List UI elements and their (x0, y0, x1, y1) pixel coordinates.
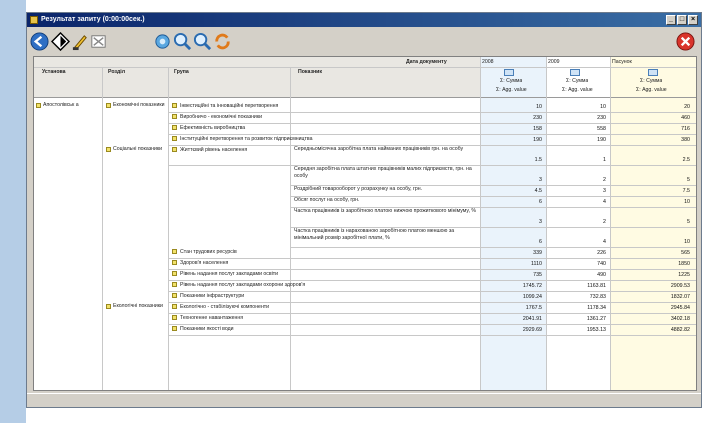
institution-cell: Апостолівськ а (43, 102, 79, 108)
value-2009: 1361.27 (586, 316, 606, 322)
maximize-button[interactable]: □ (677, 15, 687, 25)
table-row[interactable] (34, 247, 697, 258)
value-total: 565 (681, 250, 690, 256)
value-total: 1850 (678, 261, 690, 267)
value-2009: 740 (597, 261, 606, 267)
status-bar (27, 393, 701, 407)
value-2009: 558 (597, 126, 606, 132)
expand-toggle-icon[interactable] (172, 293, 177, 298)
value-total: 2909.53 (670, 283, 690, 289)
value-total: 5 (687, 177, 690, 183)
table-row[interactable] (34, 134, 697, 145)
value-2009: 2 (603, 177, 606, 183)
value-2009: 2 (603, 219, 606, 225)
expand-toggle-icon[interactable] (172, 260, 177, 265)
table-row[interactable] (34, 324, 697, 335)
total-header[interactable]: Пасунок (612, 59, 632, 65)
indicator-cell: Обсяг послуг на особу, грн. (294, 197, 360, 203)
value-2008: 3 (539, 219, 542, 225)
value-2008: 2041.91 (522, 316, 542, 322)
value-2008: 6 (539, 199, 542, 205)
table-row[interactable] (34, 165, 697, 185)
value-2009: 226 (597, 250, 606, 256)
expand-toggle-icon[interactable] (106, 147, 111, 152)
table-row[interactable] (34, 123, 697, 134)
col-indicator-header[interactable]: Показник (298, 69, 322, 75)
value-2008: 190 (533, 137, 542, 143)
agg-label: Σ: Agg. value (562, 87, 593, 93)
year-2008-header[interactable]: 2008 (482, 59, 494, 65)
toolbar (27, 27, 701, 55)
edit-icon[interactable] (71, 32, 90, 51)
col-section-header[interactable]: Розділ (108, 69, 126, 75)
value-2009: 10 (600, 104, 606, 110)
value-2008: 1767.5 (525, 305, 542, 311)
value-2008: 2929.69 (522, 327, 542, 333)
indicator-cell: Середньомісячна заробітна плата найманих працівників грн. на особу (294, 146, 464, 152)
indicator-cell: Частка працівників із нарахованою заробітною платою меншою за мінімальний розмір заробітної плати, % (294, 228, 455, 241)
value-2008: 1110 (531, 261, 542, 267)
section-cell: Екологічні показники (113, 303, 163, 309)
value-total: 4882.82 (670, 327, 690, 333)
expand-toggle-icon[interactable] (172, 147, 177, 152)
value-2009: 190 (597, 137, 606, 143)
expand-toggle-icon[interactable] (172, 249, 177, 254)
table-row[interactable] (34, 227, 697, 247)
group-cell: Інституційні перетворення та розвиток підприємництва (180, 136, 313, 142)
group-cell: Здоров'я населення (180, 260, 229, 266)
value-total: 460 (681, 115, 690, 121)
window-title: Результат запиту (0:00:00сек.) (41, 16, 145, 23)
expand-toggle-icon[interactable] (172, 282, 177, 287)
expand-toggle-icon[interactable] (172, 136, 177, 141)
grid-line (34, 67, 697, 68)
sum-label: Σ: Сумма (566, 78, 589, 84)
group-cell: Рівень надання послуг закладами охорони здоров'я (180, 282, 306, 288)
value-2009: 1 (603, 157, 606, 163)
value-2009: 1163.81 (587, 283, 606, 289)
value-2009: 1953.13 (586, 327, 606, 333)
value-2008: 3 (539, 177, 542, 183)
col-group-header[interactable]: Група (174, 69, 189, 75)
value-2008: 1099.24 (522, 294, 542, 300)
group-cell: Екологічно - стабілізуючі компоненти (180, 304, 270, 310)
expand-toggle-icon[interactable] (172, 271, 177, 276)
app-icon (30, 16, 38, 24)
value-total: 10 (684, 199, 690, 205)
year-2009-header[interactable]: 2009 (548, 59, 560, 65)
sum-label: Σ: Сумма (500, 78, 523, 84)
group-cell: Виробничо - економічні показники (180, 114, 262, 120)
table-row[interactable] (34, 101, 697, 112)
indicator-cell: Роздрібний товарооборот у розрахунку на особу, грн. (294, 186, 423, 192)
value-total: 1225 (678, 272, 690, 278)
indicator-cell: Середня заробітна плата штатних працівників малих підприємств, грн. на особу (294, 166, 472, 179)
expand-toggle-icon[interactable] (172, 326, 177, 331)
group-cell: Інвестиційні та інноваційні перетворення (180, 103, 279, 109)
value-2008: 735 (533, 272, 542, 278)
expand-toggle-icon[interactable] (172, 315, 177, 320)
left-background-strip (0, 0, 26, 423)
group-cell: Техногенне навантаження (180, 315, 244, 321)
value-2008: 1745.72 (522, 283, 542, 289)
col-institution-header[interactable]: Установа (42, 69, 66, 75)
value-2008: 158 (533, 126, 542, 132)
date-label: Дата документу (406, 59, 447, 65)
expand-toggle-icon[interactable] (172, 304, 177, 309)
group-cell: Життєвий рівень населення (180, 147, 248, 153)
chart-toggle-icon[interactable] (648, 69, 658, 76)
value-2009: 230 (597, 115, 606, 121)
grid-off-icon[interactable] (89, 32, 108, 51)
value-total: 2.5 (682, 157, 690, 163)
value-2008: 6 (539, 239, 542, 245)
grid-line (34, 97, 697, 98)
section-cell: Економічні показники (113, 102, 165, 108)
value-2008: 230 (533, 115, 542, 121)
expand-toggle-icon[interactable] (172, 114, 177, 119)
zoom-in-icon[interactable] (173, 32, 192, 51)
value-total: 10 (684, 239, 690, 245)
value-2009: 3 (603, 188, 606, 194)
value-2008: 10 (536, 104, 542, 110)
grid-line (168, 335, 697, 336)
table-row[interactable] (34, 145, 697, 165)
group-cell: Ефективність виробництва (180, 125, 246, 131)
sum-label: Σ: Сумма (640, 78, 663, 84)
title-bar (27, 13, 701, 27)
value-total: 1832.07 (670, 294, 690, 300)
table-row[interactable] (34, 185, 697, 196)
table-row[interactable] (34, 291, 697, 302)
value-2009: 4 (603, 199, 606, 205)
agg-label: Σ: Agg. value (636, 87, 667, 93)
indicator-cell: Частка працівників із заробітною платою нижчою прожиткового мінімуму, % (294, 208, 476, 214)
value-total: 20 (684, 104, 690, 110)
table-row[interactable] (34, 258, 697, 269)
expand-toggle-icon[interactable] (106, 304, 111, 309)
value-2008: 4.5 (534, 188, 542, 194)
table-row[interactable] (34, 269, 697, 280)
value-2009: 732.83 (589, 294, 606, 300)
value-2008: 1.5 (534, 157, 542, 163)
expand-toggle-icon[interactable] (36, 103, 41, 108)
table-row[interactable] (34, 313, 697, 324)
value-2009: 490 (597, 272, 606, 278)
value-total: 7.5 (682, 188, 690, 194)
table-row[interactable] (34, 280, 697, 291)
value-total: 2945.84 (670, 305, 690, 311)
filter-icon[interactable] (51, 32, 70, 51)
close-window-button[interactable]: × (688, 15, 698, 25)
expand-toggle-icon[interactable] (172, 103, 177, 108)
query-result-window (26, 12, 702, 408)
chart-toggle-icon[interactable] (570, 69, 580, 76)
agg-label: Σ: Agg. value (496, 87, 527, 93)
expand-toggle-icon[interactable] (106, 103, 111, 108)
sync-icon[interactable] (213, 32, 232, 51)
zoom-out-icon[interactable] (193, 32, 212, 51)
value-2009: 4 (603, 239, 606, 245)
value-total: 380 (681, 137, 690, 143)
group-cell: Показники якості води (180, 326, 234, 332)
table-row[interactable] (34, 112, 697, 123)
group-cell: Показники інфраструктури (180, 293, 245, 299)
back-icon[interactable] (30, 32, 49, 51)
value-total: 5 (687, 219, 690, 225)
refresh-icon[interactable] (153, 32, 172, 51)
group-cell: Стан трудових ресурсів (180, 249, 237, 255)
close-icon[interactable] (676, 32, 695, 51)
pivot-grid (33, 56, 697, 391)
expand-toggle-icon[interactable] (172, 125, 177, 130)
chart-toggle-icon[interactable] (504, 69, 514, 76)
group-cell: Рівень надання послуг закладами освіти (180, 271, 279, 277)
table-row[interactable] (34, 302, 697, 313)
section-cell: Соціальні показники (113, 146, 163, 152)
value-2009: 1178.34 (587, 305, 606, 311)
table-row[interactable] (34, 196, 697, 207)
value-total: 716 (681, 126, 690, 132)
value-2008: 339 (533, 250, 542, 256)
minimize-button[interactable]: _ (666, 15, 676, 25)
table-row[interactable] (34, 207, 697, 227)
value-total: 3402.18 (670, 316, 690, 322)
